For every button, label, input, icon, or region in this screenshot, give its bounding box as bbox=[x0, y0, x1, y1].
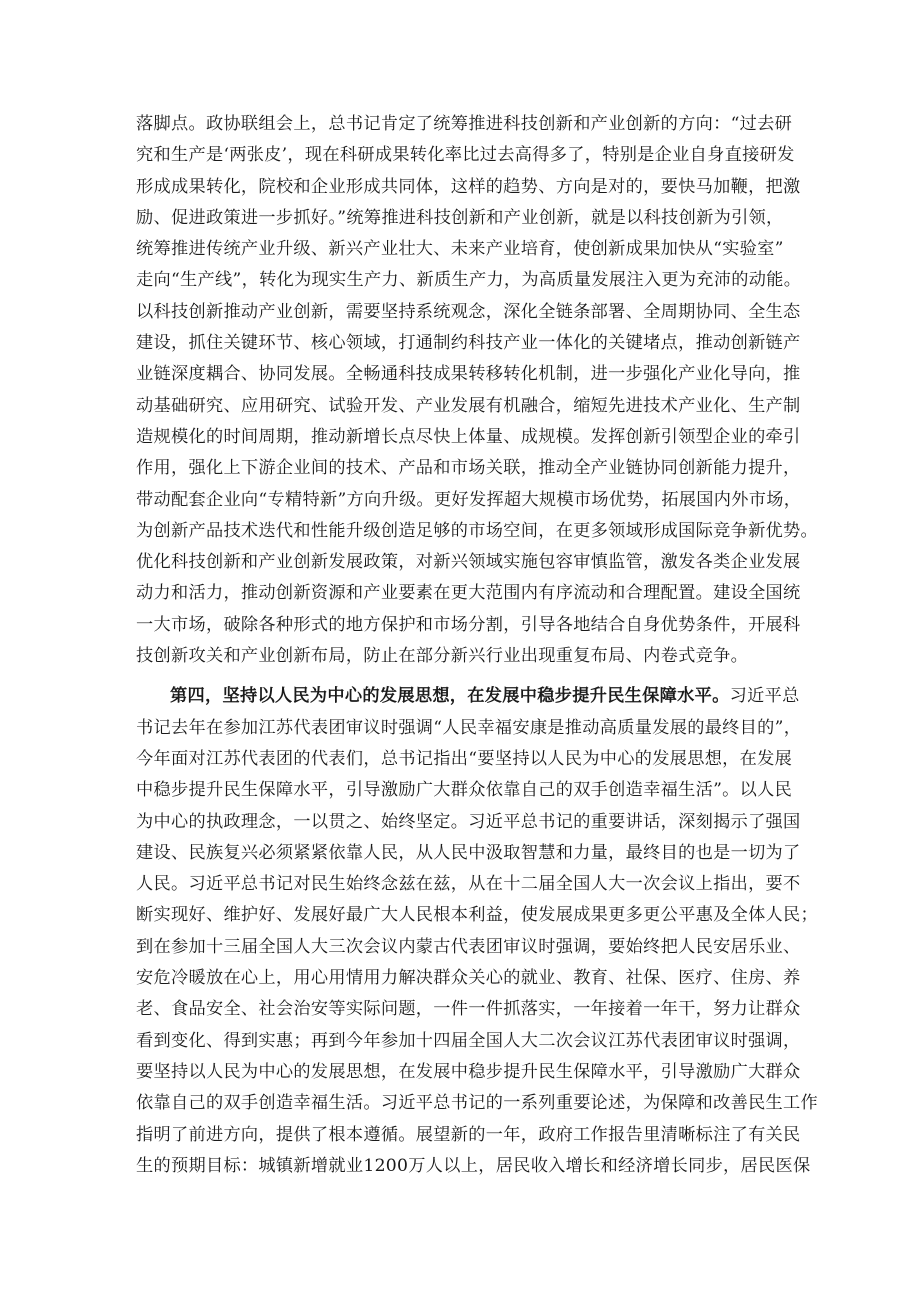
text-line: 建设、民族复兴必须紧紧依靠人民，从人民中汲取智慧和力量，最终目的也是一切为了 bbox=[136, 842, 801, 863]
text-line: 动基础研究、应用研究、试验开发、产业发展有机融合，缩短先进技术产业化、生产制 bbox=[136, 395, 801, 416]
text-line: 一大市场，破除各种形式的地方保护和市场分割，引导各地结合自身优势条件，开展科 bbox=[136, 614, 801, 635]
text-line: 励、促进政策进一步抓好。”统筹推进科技创新和产业创新，就是以科技创新为引领， bbox=[136, 207, 784, 228]
text-line: 业链深度耦合、协同发展。全畅通科技成果转移转化机制，进一步强化产业化导向，推 bbox=[136, 364, 801, 385]
text-line: 今年面对江苏代表团的代表们，总书记指出“要坚持以人民为中心的发展思想，在发展 bbox=[136, 748, 793, 769]
text-line: 究和生产是‘两张皮’，现在科研成果转化率比过去高得多了，特别是企业自身直接研发 bbox=[136, 145, 795, 166]
text-line: 为创新产品技术迭代和性能升级创造足够的市场空间，在更多领域形成国际竞争新优势。 bbox=[136, 520, 819, 541]
text-line: 形成成果转化，院校和企业形成共同体，这样的趋势、方向是对的，要快马加鞭，把激 bbox=[136, 176, 801, 197]
text-line: 作用，强化上下游企业间的技术、产品和市场关联，推动全产业链协同创新能力提升， bbox=[136, 458, 801, 479]
text-line: 书记去年在参加江苏代表团审议时强调“人民幸福安康是推动高质量发展的最终目的”， bbox=[136, 717, 802, 738]
text-line-first bbox=[136, 681, 800, 712]
text-line: 造规模化的时间周期，推动新增长点尽快上体量、成规模。发挥创新引领型企业的牵引 bbox=[136, 426, 801, 447]
text-line: 生的预期目标：城镇新增就业1200万人以上，居民收入增长和经济增长同步，居民医保 bbox=[136, 1155, 811, 1176]
heading-continuation: 习近平总 bbox=[729, 686, 800, 707]
text-line: 看到变化、得到实惠；再到今年参加十四届全国人大二次会议江苏代表团审议时强调， bbox=[136, 1030, 801, 1051]
text-line: 断实现好、维护好、发展好最广大人民根本利益，使发展成果更多更公平惠及全体人民； bbox=[136, 905, 819, 926]
text-line: 技创新攻关和产业创新布局，防止在部分新兴行业出现重复布局、内卷式竞争。 bbox=[136, 646, 749, 667]
text-line: 中稳步提升民生保障水平，引导激励广大群众依靠自己的双手创造幸福生活”。以人民 bbox=[136, 780, 793, 801]
text-line: 安危冷暖放在心上，用心用情用力解决群众关心的就业、教育、社保、医疗、住房、养 bbox=[136, 968, 801, 989]
text-line: 带动配套企业向“专精特新”方向升级。更好发挥超大规模市场优势，拓展国内外市场， bbox=[136, 489, 802, 510]
text-line: 人民。习近平总书记对民生始终念兹在兹，从在十二届全国人大一次会议上指出，要不 bbox=[136, 874, 801, 895]
text-line: 优化科技创新和产业创新发展政策，对新兴领域实施包容审慎监管，激发各类企业发展 bbox=[136, 552, 801, 573]
section-heading: 第四，坚持以人民为中心的发展思想，在发展中稳步提升民生保障水平。 bbox=[170, 686, 730, 707]
text-line: 统筹推进传统产业升级、新兴产业壮大、未来产业培育，使创新成果加快从“实验室” bbox=[136, 239, 784, 260]
text-line: 为中心的执政理念，一以贯之、始终坚定。习近平总书记的重要讲话，深刻揭示了强国 bbox=[136, 811, 801, 832]
text-line: 到在参加十三届全国人大三次会议内蒙古代表团审议时强调，要始终把人民安居乐业、 bbox=[136, 936, 801, 957]
paragraph-spacer bbox=[136, 672, 796, 681]
paragraph-2 bbox=[136, 681, 819, 1182]
text-line: 指明了前进方向，提供了根本遵循。展望新的一年，政府工作报告里清晰标注了有关民 bbox=[136, 1124, 801, 1145]
text-line: 建设，抓住关键环节、核心领域，打通制约科技产业一体化的关键堵点，推动创新链产 bbox=[136, 333, 801, 354]
text-line: 以科技创新推动产业创新，需要坚持系统观念，深化全链条部署、全周期协同、全生态 bbox=[136, 301, 801, 322]
text-line: 走向“生产线”，转化为现实生产力、新质生产力，为高质量发展注入更为充沛的动能。 bbox=[136, 270, 802, 291]
text-line: 老、食品安全、社会治安等实际问题，一件一件抓落实，一年接着一年干，努力让群众 bbox=[136, 999, 801, 1020]
text-line: 动力和活力，推动创新资源和产业要素在更大范围内有序流动和合理配置。建设全国统 bbox=[136, 583, 801, 604]
text-line: 落脚点。政协联组会上，总书记肯定了统筹推进科技创新和产业创新的方向：“过去研 bbox=[136, 114, 793, 134]
text-line: 要坚持以人民为中心的发展思想，在发展中稳步提升民生保障水平，引导激励广大群众 bbox=[136, 1061, 801, 1082]
text-line: 依靠自己的双手创造幸福生活。习近平总书记的一系列重要论述，为保障和改善民生工作 bbox=[136, 1093, 819, 1114]
paragraph-1 bbox=[136, 109, 819, 672]
body-text bbox=[136, 109, 819, 1182]
